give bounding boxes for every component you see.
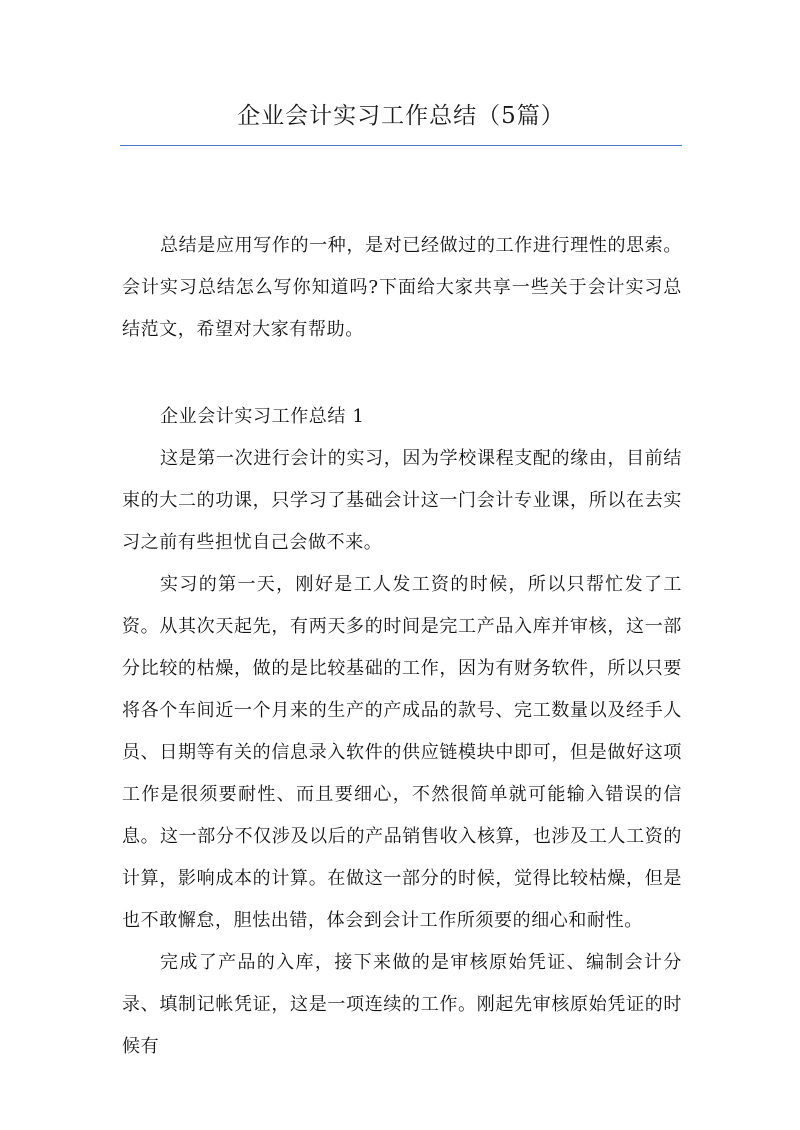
document-title: 企业会计实习工作总结（5篇） <box>237 103 565 129</box>
body-paragraph-1: 这是第一次进行会计的实习，因为学校课程支配的缘由，目前结束的大二的功课，只学习了基础会计这一门会计专业课，所以在去实习之前有些担忧自己会做不来。 <box>122 448 682 553</box>
intro-paragraph: 总结是应用写作的一种，是对已经做过的工作进行理性的思索。会计实习总结怎么写你知道吗?下面给大家共享一些关于会计实习总结范文，希望对大家有帮助。 <box>122 235 682 340</box>
body-paragraph-4: 完成了产品的入库，接下来做的是审核原始凭证、编制会计分录、填制记帐凭证，这是一项连续的工作。刚起先审核原始凭证的时候有 <box>122 952 682 1057</box>
body-paragraph-3: 这一部分不仅涉及以后的产品销售收入核算，也涉及工人工资的计算，影响成本的计算。在做这一部分的时候，觉得比较枯燥，但是也不敢懈怠，胆怯出错，体会到会计工作所须要的细心和耐性。 <box>122 826 682 931</box>
title-underline <box>120 145 682 146</box>
section-heading: 企业会计实习工作总结 1 <box>160 406 365 427</box>
body-paragraph-2: 实习的第一天，刚好是工人发工资的时候，所以只帮忙发了工资。从其次天起先，有两天多的时间是完工产品入库并审核，这一部分比较的枯燥，做的是比较基础的工作，因为有财务软件，所以只要将各个车间近一个月来的生产的产成品的款号、完工数量以及经手人员、日期等有关的信息录入软件的供应链模块中即可，但是做好这项工作是很须要耐性、而且要细心，不然很简单就可能输入错误的信息。 <box>122 574 682 847</box>
